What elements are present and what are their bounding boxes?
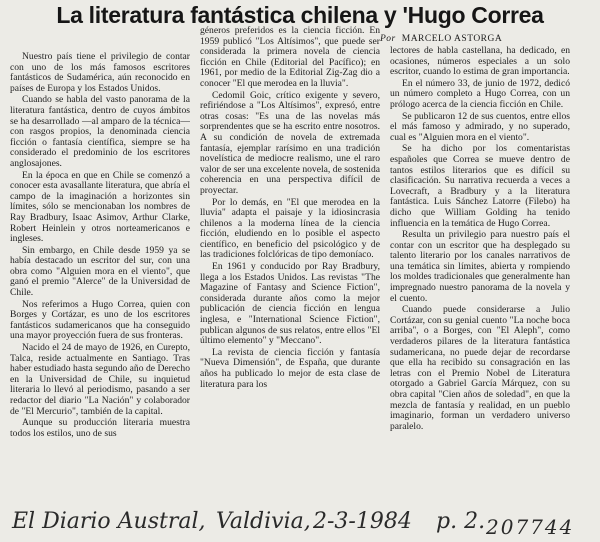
paragraph: Por lo demás, en "El que merodea en la lluvia" adapta el paisaje y la idiosincrasia chilenos a la moderna línea de la ciencia ficción, eludiendo en lo posible el aspecto científico, en beneficio del psicológico y de las tradiciones folclóricas de tipo demoníaco.: [200, 196, 380, 261]
paragraph: La revista de ciencia ficción y fantasía "Nueva Dimensión", de España, que durante años ha publicado lo mejor de esta clase de literatura para los: [200, 346, 380, 390]
paragraph: Cuando puede considerarse a Julio Cortázar, con su genial cuento "La noche boca arriba", o a Borges, con "El Aleph", como verdaderos pilares de la literatura fantástica sudamericana, no puede dejar de recordarse que ella ha recibido su consagración en las letras con el Premio Nobel de Literatura otorgado a Gabriel García Márquez, con su obra capital "Cien años de soledad", en que la mezcla de fantasía y realidad, en un pueblo imaginario, forman un verdadero universo paralelo.: [390, 304, 570, 432]
article-column-3: [390, 46, 570, 502]
paragraph: Se ha dicho por los comentaristas españoles que Correa se mueve dentro de tantos estilos literarios que es difícil su clasificación. Su narrativa recuerda a veces a Lovecraft, a Bradbury y a la literatura fantástica. Luis Sánchez Latorre (Filebo) ha dicho que William Golding ha tenido influencia en la temática de Hugo Correa.: [390, 143, 570, 229]
byline-prefix: Por: [380, 34, 396, 44]
paragraph: Nuestro país tiene el privilegio de contar con uno de los más famosos escritores fantásticos de Sudamérica, aún reconocido en países de Europa y los Estados Unidos.: [10, 52, 190, 94]
article-column-2: [200, 26, 380, 508]
handwritten-source: El Diario Austral,: [12, 509, 206, 534]
paragraph: Cedomil Goic, crítico exigente y severo, refiriéndose a "Los Altísimos", expresó, entre otras cosas: "Es una de las novelas más sorprendentes que se ha escrito entre nosotros. A su condición de novela de extremada fantasía, ejemplar rarísimo en una tradición novelística de mediocre realismo, une el raro valor de ser una excelente novela, de sostenida coherencia en una perspectiva difícil de proyectar.: [200, 89, 380, 196]
article-byline: [380, 34, 502, 44]
paragraph: Aunque su producción literaria muestra todos los estilos, uno de sus: [10, 417, 190, 439]
handwritten-city: Valdivia,: [216, 509, 311, 534]
article-headline: La literatura fantástica chilena y 'Hugo Correa: [56, 2, 544, 28]
paragraph: Nos referimos a Hugo Correa, quien con Borges y Cortázar, es uno de los escritores fantásticos sudamericanos que ha conseguido una mayor proyección fuera de sus fronteras.: [10, 298, 190, 342]
paragraph: lectores de habla castellana, ha dedicado, en ocasiones, números especiales a un solo escritor, cuando lo estima de gran importancia.: [390, 46, 570, 78]
paragraph: En el número 33, de junio de 1972, dedicó un número completo a Hugo Correa, con un prólogo acerca de la ciencia ficción en Chile.: [390, 77, 570, 110]
handwritten-date: 2-3-1984: [313, 509, 412, 534]
paragraph: Nacido el 24 de mayo de 1926, en Curepto, Talca, reside actualmente en Santiago. Tras haber estudiado hasta segundo año de Derecho en la Universidad de Chile, su inquietud literaria lo llevó al periodismo, pasando a ser redactor del diario "La Nación" y colaborador de "El Mercurio", también de la capital.: [10, 342, 190, 417]
paragraph: En la época en que en Chile se comenzó a conocer esta avasallante literatura, que abría el campo de la imaginación a horizontes sin límites, sólo se mencionaban los nombres de Ray Bradbury, Isaac Asimov, Arthur Clarke, Robert Heinlein y otros norteamericanos e ingleses.: [10, 169, 190, 245]
handwritten-page: p. 2.: [436, 509, 486, 534]
paragraph: En 1961 y conducido por Ray Bradbury, llega a los Estados Unidos. Las revistas "The Magazine of Fantasy and Science Fiction", considerada durante años como la mejor publicación de ciencia ficción en lengua inglesa, e "International Science Fiction", publican algunos de sus relatos, entre ellos "El último elemento" y "Meccano".: [200, 261, 380, 347]
paragraph: Resulta un privilegio para nuestro país el contar con un escritor que ha desplegado su talento literario por los canales narrativos de una temática sin límites, abierta y rompiendo los moldes tradicionales que generalmente han impregnado nuestro panorama de la novela y el cuento.: [390, 229, 570, 304]
paragraph: géneros preferidos es la ciencia ficción. En 1959 publicó "Los Altísimos", que puede ser considerada la primera novela de ciencia ficción en Chile (Editorial del Pacífico); en 1961, por medio de la Editorial Zig-Zag dio a conocer "El que merodea en la lluvia".: [200, 26, 380, 89]
article-column-1: [10, 52, 190, 507]
author-name: MARCELO ASTORGA: [401, 34, 503, 44]
handwritten-source-note: [8, 505, 598, 541]
paragraph: Se publicaron 12 de sus cuentos, entre ellos el más famoso y admirado, y no superado, cual es "Alguien mora en el viento".: [390, 110, 570, 143]
paragraph: Sin embargo, en Chile desde 1959 ya se había destacado un escritor del sur, con una obra como "Alguien mora en el viento", que ganó el premio "Alerce" de la Universidad de Chile.: [10, 244, 190, 299]
paragraph: Cuando se habla del vasto panorama de la literatura fantástica, dentro de cuyos ámbitos se ha desarrollado —al amparo de la técnica— con rasgos propios, la denominada ciencia ficción o fantasía científica, siempre se ha considerado el predominio de los escritores anglosajones.: [10, 94, 190, 169]
handwritten-code: 207744: [486, 515, 575, 539]
